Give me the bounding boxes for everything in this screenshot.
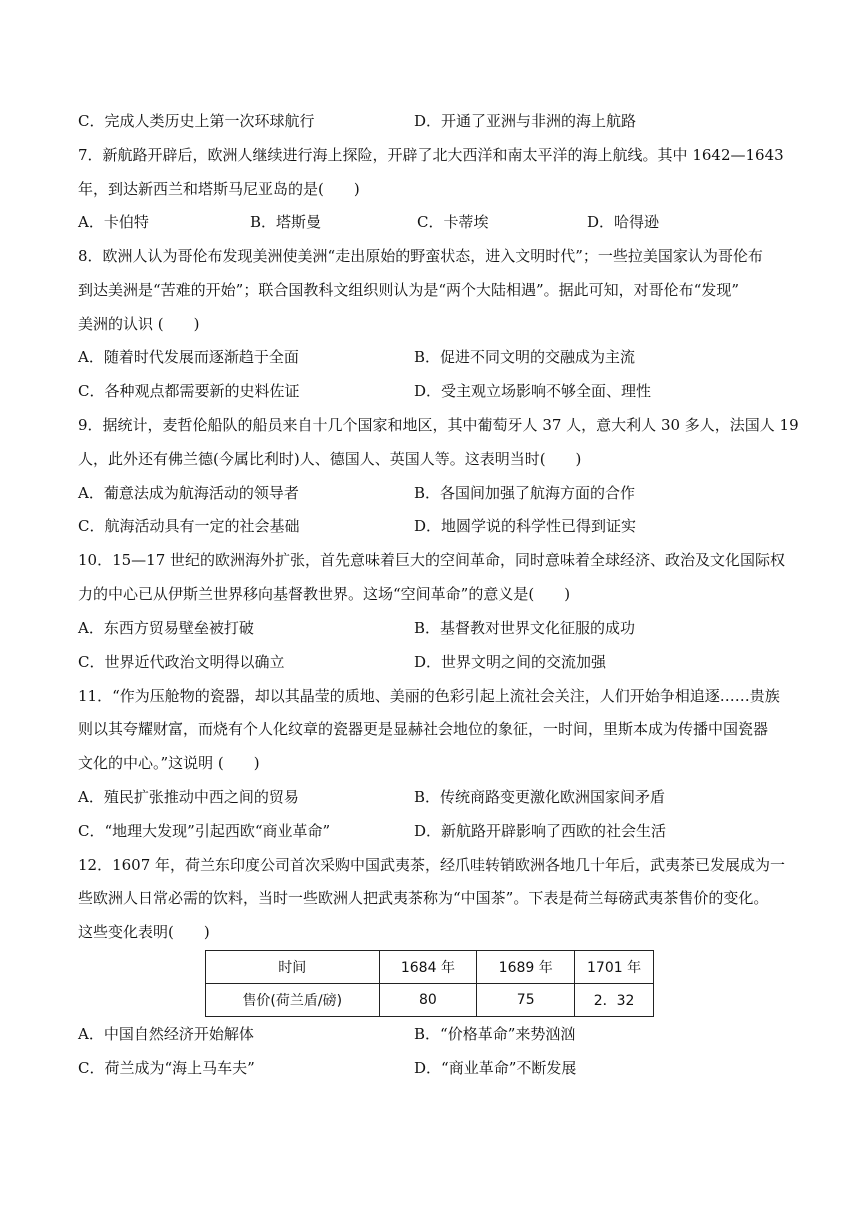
q8-stem-line-3: 美洲的认识 ( ) bbox=[78, 315, 200, 333]
q12-stem-line-2: 些欧洲人日常必需的饮料，当时一些欧洲人把武夷茶称为“中国茶”。下表是荷兰每磅武夷茶售价的变化。 bbox=[78, 889, 769, 907]
q9-option-b: B．各国间加强了航海方面的合作 bbox=[414, 484, 636, 502]
q6-option-d: D．开通了亚洲与非洲的海上航路 bbox=[414, 112, 637, 130]
q10-option-d: D．世界文明之间的交流加强 bbox=[414, 653, 607, 671]
q7-option-b: B．塔斯曼 bbox=[250, 213, 322, 231]
q8-option-b: B．促进不同文明的交融成为主流 bbox=[414, 348, 636, 366]
table-header-cell: 时间 bbox=[206, 951, 380, 984]
table-cell: 80 bbox=[379, 984, 477, 1017]
q11-option-a: A．殖民扩张推动中西之间的贸易 bbox=[78, 788, 299, 806]
q10-option-a: A．东西方贸易壁垒被打破 bbox=[78, 619, 254, 637]
q8-stem-line-1: 8．欧洲人认为哥伦布发现美洲使美洲“走出原始的野蛮状态，进入文明时代”；一些拉美国家认为哥伦布 bbox=[78, 247, 763, 265]
table-header-cell: 1689 年 bbox=[477, 951, 575, 984]
q11-stem-line-2: 则以其夸耀财富，而烧有个人化纹章的瓷器更是显赫社会地位的象征，一时间，里斯本成为传播中国瓷器 bbox=[78, 720, 769, 738]
q11-options-row-1 bbox=[78, 786, 798, 808]
q8-stem-line-2: 到达美洲是“苦难的开始”；联合国教科文组织则认为是“两个大陆相遇”。据此可知，对哥伦布“发现” bbox=[78, 281, 740, 299]
table-header-cell: 1684 年 bbox=[379, 951, 477, 984]
q11-option-d: D．新航路开辟影响了西欧的社会生活 bbox=[414, 822, 667, 840]
q12-option-a: A．中国自然经济开始解体 bbox=[78, 1025, 254, 1043]
q10-option-c: C．世界近代政治文明得以确立 bbox=[78, 653, 285, 671]
q12-stem-line-3: 这些变化表明( ) bbox=[78, 923, 210, 941]
q7-option-a: A．卡伯特 bbox=[78, 213, 149, 231]
q7-option-d: D．哈得逊 bbox=[587, 213, 660, 231]
tea-price-table bbox=[205, 950, 654, 1017]
q9-option-a: A．葡意法成为航海活动的领导者 bbox=[78, 484, 299, 502]
q11-option-c: C．“地理大发现”引起西欧“商业革命” bbox=[78, 822, 331, 840]
table-cell: 75 bbox=[477, 984, 575, 1017]
q10-stem-line-1: 10．15—17 世纪的欧洲海外扩张，首先意味着巨大的空间革命，同时意味着全球经济、政治及文化国际权 bbox=[78, 551, 786, 569]
q9-stem-line-1: 9．据统计，麦哲伦船队的船员来自十几个国家和地区，其中葡萄牙人 37 人，意大利人 30 多人，法国人 19 bbox=[78, 416, 799, 434]
q9-option-c: C．航海活动具有一定的社会基础 bbox=[78, 517, 300, 535]
q8-options-row-2 bbox=[78, 380, 798, 402]
q12-option-c: C．荷兰成为“海上马车夫” bbox=[78, 1059, 255, 1077]
q8-option-a: A．随着时代发展而逐渐趋于全面 bbox=[78, 348, 299, 366]
q11-option-b: B．传统商路变更激化欧洲国家间矛盾 bbox=[414, 788, 666, 806]
q7-options-row bbox=[78, 211, 798, 233]
q12-stem-line-1: 12．1607 年，荷兰东印度公司首次采购中国武夷茶，经爪哇转销欧洲各地几十年后，武夷茶已发展成为一 bbox=[78, 856, 786, 874]
q9-stem-line-2: 人，此外还有佛兰德(今属比利时)人、德国人、英国人等。这表明当时( ) bbox=[78, 450, 582, 468]
q10-option-b: B．基督教对世界文化征服的成功 bbox=[414, 619, 636, 637]
q8-option-d: D．受主观立场影响不够全面、理性 bbox=[414, 382, 652, 400]
q6-options-row bbox=[78, 110, 798, 132]
q12-option-b: B．“价格革命”来势汹汹 bbox=[414, 1025, 576, 1043]
q9-option-d: D．地圆学说的科学性已得到证实 bbox=[414, 517, 637, 535]
q7-stem-line-2: 年，到达新西兰和塔斯马尼亚岛的是( ) bbox=[78, 180, 360, 198]
table-cell: 2．32 bbox=[575, 984, 654, 1017]
q10-options-row-1 bbox=[78, 617, 798, 639]
table-header-cell: 1701 年 bbox=[575, 951, 654, 984]
q6-option-c: C．完成人类历史上第一次环球航行 bbox=[78, 112, 315, 130]
q9-options-row-1 bbox=[78, 482, 798, 504]
q12-option-d: D．“商业革命”不断发展 bbox=[414, 1059, 577, 1077]
q11-stem-line-3: 文化的中心。”这说明 ( ) bbox=[78, 754, 260, 772]
q8-options-row-1 bbox=[78, 346, 798, 368]
q11-options-row-2 bbox=[78, 820, 798, 842]
q12-options-row-1 bbox=[78, 1023, 798, 1045]
q10-options-row-2 bbox=[78, 651, 798, 673]
q8-option-c: C．各种观点都需要新的史料佐证 bbox=[78, 382, 300, 400]
table-row bbox=[206, 984, 654, 1017]
q9-options-row-2 bbox=[78, 515, 798, 537]
q10-stem-line-2: 力的中心已从伊斯兰世界移向基督教世界。这场“空间革命”的意义是( ) bbox=[78, 585, 571, 603]
q12-options-row-2 bbox=[78, 1057, 798, 1079]
q7-stem-line-1: 7．新航路开辟后，欧洲人继续进行海上探险，开辟了北大西洋和南太平洋的海上航线。其中 1642—1643 bbox=[78, 146, 784, 164]
table-header-row bbox=[206, 951, 654, 984]
table-cell: 售价(荷兰盾/磅) bbox=[206, 984, 380, 1017]
q7-option-c: C．卡蒂埃 bbox=[417, 213, 489, 231]
q11-stem-line-1: 11．“作为压舱物的瓷器，却以其晶莹的质地、美丽的色彩引起上流社会关注，人们开始争相追逐……贵族 bbox=[78, 687, 780, 705]
